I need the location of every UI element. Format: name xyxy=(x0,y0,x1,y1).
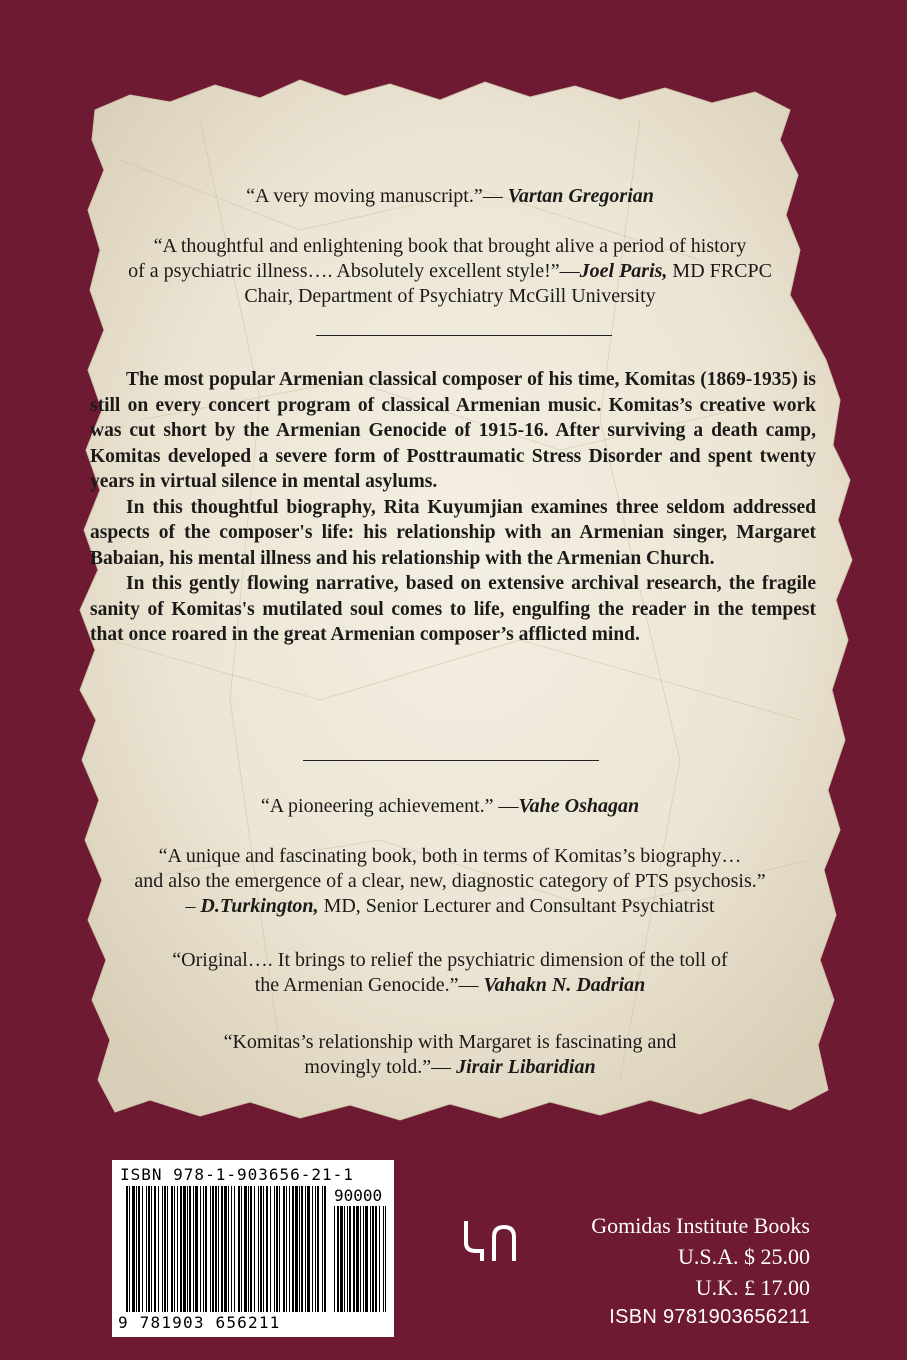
barcode-addon: 90000 xyxy=(334,1186,383,1205)
price-uk: U.K. £ 17.00 xyxy=(695,1275,810,1300)
quote-libaridian xyxy=(80,1030,820,1080)
quote-attribution: D.Turkington, xyxy=(200,895,319,917)
quote-text: “A very moving manuscript.”— xyxy=(246,185,508,207)
barcode-isbn-label: ISBN 978-1-903656-21-1 xyxy=(120,1165,354,1184)
quote-oshagan: “A pioneering achievement.” —Vahe Oshagan xyxy=(260,795,640,817)
quote-line: “Komitas’s relationship with Margaret is fascinating and xyxy=(223,1031,677,1053)
quote-gregorian xyxy=(100,184,800,209)
divider-bottom xyxy=(303,760,599,761)
quote-paris xyxy=(80,234,820,309)
quote-line: movingly told.”— Jirair Libaridian xyxy=(304,1056,596,1078)
quote-attribution: Joel Paris, xyxy=(579,260,668,282)
book-description xyxy=(90,367,816,648)
quote-line: and also the emergence of a clear, new, diagnostic category of PTS psychosis.” xyxy=(134,870,766,892)
quote-attribution: Jirair Libaridian xyxy=(456,1056,596,1078)
quote-line: of a psychiatric illness…. Absolutely excellent style!”—Joel Paris, MD FRCPC xyxy=(128,260,772,282)
price-us: U.S.A. $ 25.00 xyxy=(677,1244,810,1269)
publisher-logo-icon xyxy=(460,1217,522,1263)
quote-turkington xyxy=(70,844,830,919)
barcode-bars xyxy=(112,1160,394,1337)
barcode-digits: 9 781903 656211 xyxy=(118,1313,281,1332)
quote-attribution: Vahakn N. Dadrian xyxy=(483,974,646,996)
quote-dadrian xyxy=(80,948,820,998)
quote-line: the Armenian Genocide.”— Vahakn N. Dadrian xyxy=(254,974,646,996)
quote-line: “A unique and fascinating book, both in terms of Komitas’s biography… xyxy=(158,845,742,867)
quote-line: Chair, Department of Psychiatry McGill University xyxy=(244,285,656,307)
quote-line: “Original…. It brings to relief the psychiatric dimension of the toll of xyxy=(172,949,728,971)
quote-attribution: Vahe Oshagan xyxy=(518,795,640,817)
quote-attribution: Vartan Gregorian xyxy=(507,185,654,207)
quote-line: – D.Turkington, MD, Senior Lecturer and Consultant Psychiatrist xyxy=(185,895,715,917)
isbn-barcode xyxy=(112,1160,394,1337)
publisher-isbn: ISBN 9781903656211 xyxy=(609,1306,810,1328)
description-paragraph: In this thoughtful biography, Rita Kuyumjian examines three seldom addressed aspects of the composer's life: his relationship with an Armenian singer, Margaret Babaian, his mental illness and his relationship with the Armenian Church. xyxy=(90,496,816,569)
description-paragraph: In this gently flowing narrative, based on extensive archival research, the fragile sanity of Komitas's mutilated soul comes to life, engulfing the reader in the tempest that once roared in the great Armenian composer’s afflicted mind. xyxy=(90,573,816,645)
description-paragraph: The most popular Armenian classical composer of his time, Komitas (1869-1935) is still on every concert program of classical Armenian music. Komitas’s creative work was cut short by the Armenian Genocide of 1915-16. After surviving a death camp, Komitas developed a severe form of Posttraumatic Stress Disorder and spent twenty years in virtual silence in mental asylums. xyxy=(90,369,816,492)
quote-line: “A thoughtful and enlightening book that brought alive a period of history xyxy=(153,235,747,257)
divider-top xyxy=(316,335,612,336)
publisher-name: Gomidas Institute Books xyxy=(591,1213,810,1238)
